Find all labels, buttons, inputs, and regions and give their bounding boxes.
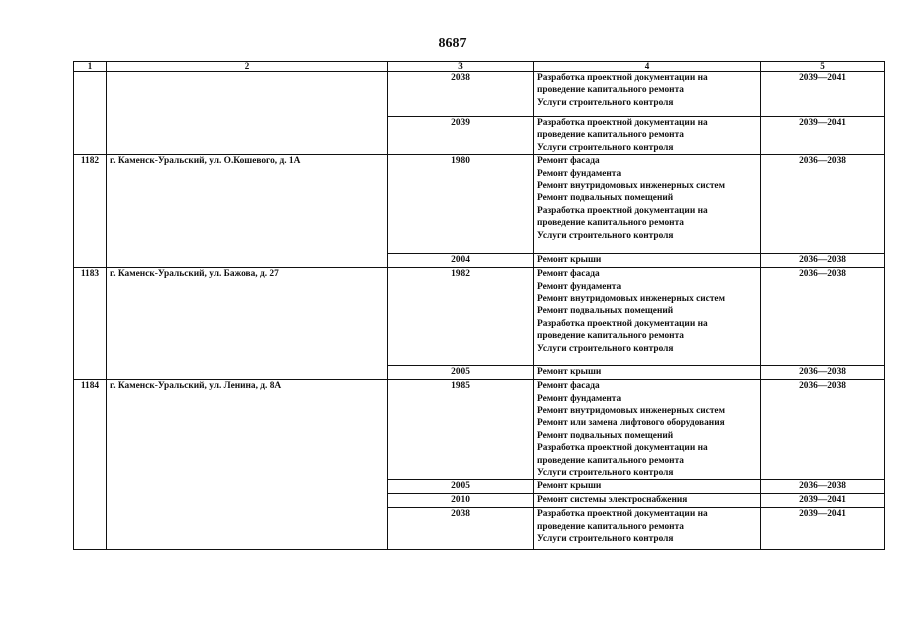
object-number: 1182	[74, 155, 107, 268]
year-cell: 2010	[388, 494, 534, 508]
column-header: 4	[534, 62, 761, 72]
works-cell	[534, 72, 761, 117]
period-cell: 2039—2041	[761, 494, 885, 508]
work-item: Разработка проектной документации на	[537, 205, 708, 216]
work-item: Услуги строительного контроля	[537, 230, 674, 241]
table-row	[74, 268, 885, 366]
column-header: 3	[388, 62, 534, 72]
work-item: Услуги строительного контроля	[537, 343, 674, 354]
year-cell: 2005	[388, 366, 534, 380]
work-item: Ремонт фундамента	[537, 281, 622, 292]
period-cell: 2036—2038	[761, 254, 885, 268]
works-cell	[534, 366, 761, 380]
work-item: Ремонт фундамента	[537, 393, 622, 404]
work-item: проведение капитального ремонта	[537, 455, 684, 466]
work-item: проведение капитального ремонта	[537, 331, 684, 342]
work-item: Ремонт фундамента	[537, 168, 622, 179]
capital-repair-table	[73, 61, 885, 550]
work-item: Ремонт подвальных помещений	[537, 193, 674, 204]
work-item: Ремонт фасада	[537, 156, 600, 167]
year-cell: 1980	[388, 155, 534, 254]
works-cell	[534, 480, 761, 494]
work-item: Услуги строительного контроля	[537, 142, 674, 153]
table-header	[74, 62, 885, 72]
object-address: г. Каменск-Уральский, ул. Ленина, д. 8А	[107, 380, 388, 550]
work-item: Ремонт крыши	[537, 367, 602, 378]
works-cell	[534, 155, 761, 254]
table-body	[74, 72, 885, 550]
period-cell: 2039—2041	[761, 72, 885, 117]
year-cell: 2004	[388, 254, 534, 268]
work-item: Ремонт внутридомовых инженерных систем	[537, 406, 725, 417]
object-address	[107, 72, 388, 155]
period-cell: 2036—2038	[761, 155, 885, 254]
year-cell: 1982	[388, 268, 534, 366]
work-item: Ремонт внутридомовых инженерных систем	[537, 181, 725, 192]
period-cell: 2036—2038	[761, 380, 885, 480]
object-number: 1184	[74, 380, 107, 550]
work-item: проведение капитального ремонта	[537, 130, 684, 141]
table-row	[74, 155, 885, 254]
period-cell: 2036—2038	[761, 480, 885, 494]
period-cell: 2036—2038	[761, 268, 885, 366]
column-header: 2	[107, 62, 388, 72]
work-item: Ремонт фасада	[537, 381, 600, 392]
works-cell	[534, 117, 761, 155]
year-cell: 2005	[388, 480, 534, 494]
work-item: проведение капитального ремонта	[537, 85, 684, 96]
column-header: 5	[761, 62, 885, 72]
period-cell: 2036—2038	[761, 366, 885, 380]
works-cell	[534, 380, 761, 480]
year-cell: 1985	[388, 380, 534, 480]
work-item: Ремонт подвальных помещений	[537, 430, 674, 441]
work-item: Разработка проектной документации на	[537, 443, 708, 454]
works-cell	[534, 268, 761, 366]
year-cell: 2039	[388, 117, 534, 155]
work-item: Услуги строительного контроля	[537, 534, 674, 545]
year-cell: 2038	[388, 508, 534, 550]
works-cell	[534, 254, 761, 268]
object-number	[74, 72, 107, 155]
period-cell: 2039—2041	[761, 117, 885, 155]
object-number: 1183	[74, 268, 107, 380]
works-cell	[534, 494, 761, 508]
work-item: Ремонт крыши	[537, 255, 602, 266]
work-item: проведение капитального ремонта	[537, 521, 684, 532]
object-address: г. Каменск-Уральский, ул. О.Кошевого, д. 1А	[107, 155, 388, 268]
work-item: Ремонт подвальных помещений	[537, 306, 674, 317]
work-item: Разработка проектной документации на	[537, 118, 708, 128]
table-row	[74, 72, 885, 117]
work-item: Ремонт крыши	[537, 481, 602, 492]
column-header: 1	[74, 62, 107, 72]
work-item: Ремонт фасада	[537, 269, 600, 280]
work-item: Ремонт или замена лифтового оборудования	[537, 418, 725, 429]
work-item: Разработка проектной документации на	[537, 509, 708, 520]
work-item: проведение капитального ремонта	[537, 218, 684, 229]
work-item: Ремонт системы электроснабжения	[537, 495, 688, 506]
works-cell	[534, 508, 761, 550]
work-item: Ремонт внутридомовых инженерных систем	[537, 294, 725, 305]
work-item: Разработка проектной документации на	[537, 73, 708, 83]
work-item: Разработка проектной документации на	[537, 318, 708, 329]
work-item: Услуги строительного контроля	[537, 97, 674, 108]
object-address: г. Каменск-Уральский, ул. Бажова, д. 27	[107, 268, 388, 380]
page-number: 8687	[438, 36, 467, 51]
period-cell: 2039—2041	[761, 508, 885, 550]
table-row	[74, 380, 885, 480]
year-cell: 2038	[388, 72, 534, 117]
work-item: Услуги строительного контроля	[537, 468, 674, 479]
